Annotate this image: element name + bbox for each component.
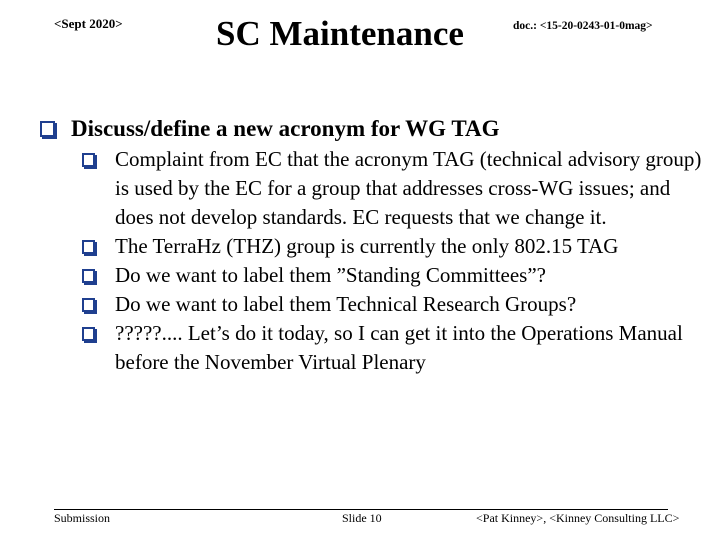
square-bullet-icon <box>82 153 95 167</box>
sub-bullet-list <box>82 145 712 377</box>
slide-title: SC Maintenance <box>216 14 464 53</box>
sub-bullet-text: ?????.... Let’s do it today, so I can get it into the Operations Manual before the November Virtual Plenary <box>115 321 683 374</box>
sub-bullet-text: Complaint from EC that the acronym TAG (technical advisory group) is used by the EC for a group that addresses cross-WG issues; and does not develop standards. EC requests that we change it. <box>115 147 702 229</box>
sub-bullet-item <box>82 319 712 377</box>
footer-slide-number: Slide 10 <box>342 511 382 525</box>
sub-bullet-item <box>82 290 712 319</box>
header-date: <Sept 2020> <box>54 16 123 31</box>
sub-bullet-item <box>82 232 712 261</box>
footer-divider <box>54 509 668 510</box>
square-bullet-icon <box>82 327 95 341</box>
main-bullet-text: Discuss/define a new acronym for WG TAG <box>71 116 500 141</box>
footer-author: <Pat Kinney>, <Kinney Consulting LLC> <box>476 511 680 525</box>
square-bullet-icon <box>82 298 95 312</box>
sub-bullet-item <box>82 145 712 232</box>
sub-bullet-item <box>82 261 712 290</box>
square-bullet-icon <box>82 240 95 254</box>
sub-bullet-text: The TerraHz (THZ) group is currently the only 802.15 TAG <box>115 234 619 258</box>
sub-bullet-text: Do we want to label them ”Standing Committees”? <box>115 263 546 287</box>
sub-bullet-text: Do we want to label them Technical Research Groups? <box>115 292 577 316</box>
square-bullet-icon <box>40 121 55 137</box>
footer-submission: Submission <box>54 511 111 525</box>
square-bullet-icon <box>82 269 95 283</box>
document-id: doc.: <15-20-0243-01-0mag> <box>513 20 653 32</box>
